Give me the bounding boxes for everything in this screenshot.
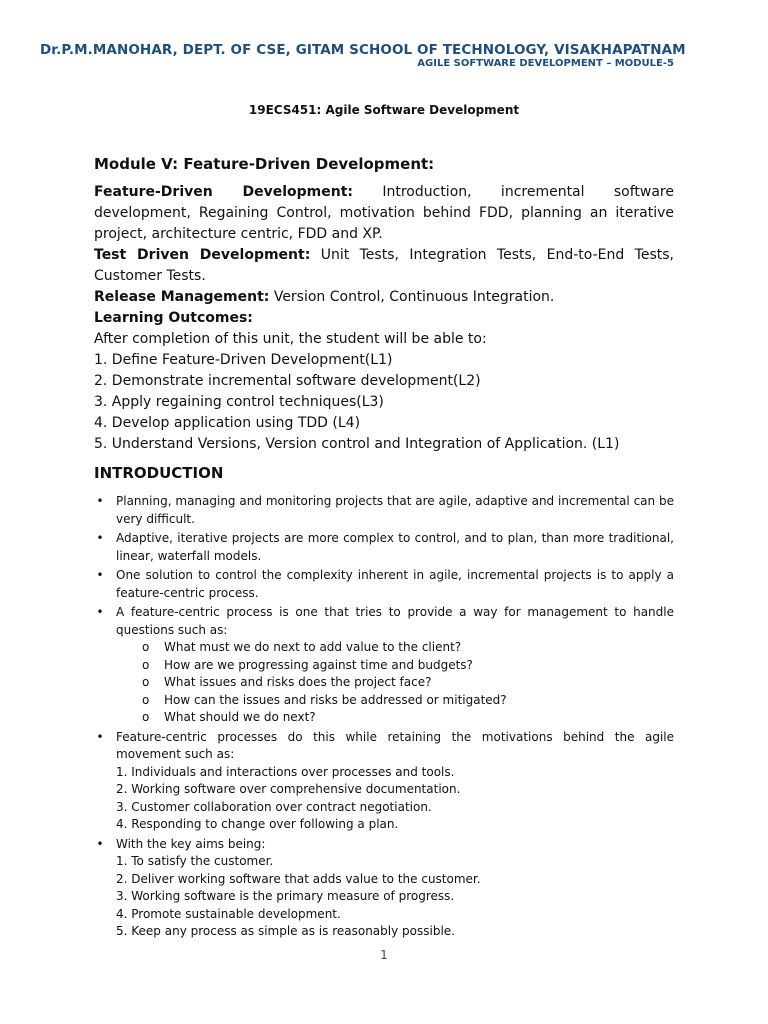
circle-bullet-icon: o (142, 692, 150, 707)
course-title: 19ECS451: Agile Software Development (248, 103, 520, 117)
list-item: • A feature-centric process is one that tries to provide a way for management to handle questions such as: o What must we do next to add value to the client? o How are we progressing against time and budgets? o What issues and risks does the project face? o How can the issues and risks be addressed or mitigated? o What should we do next? (94, 604, 674, 727)
questions-list (116, 639, 674, 727)
aim-item: 4. Promote sustainable development. (116, 906, 341, 921)
sub-list-item: o What must we do next to add value to the client? (116, 639, 674, 657)
introduction-list (94, 493, 674, 941)
outcome-item: 3. Apply regaining control techniques(L3) (94, 394, 384, 410)
aim-item: 1. To satisfy the customer. (116, 854, 274, 868)
syllabus-release (94, 287, 674, 308)
list-item: • Planning, managing and monitoring projects that are agile, adaptive and incremental can be very difficult. (94, 493, 674, 528)
fdd-label: Feature-Driven Development: (94, 184, 354, 200)
rm-text: Version Control, Continuous Integration. (269, 289, 555, 305)
outcome-item: 1. Define Feature-Driven Development(L1) (94, 352, 393, 368)
sub-list-item: o What issues and risks does the project face? (116, 674, 674, 692)
list-item: • Feature-centric processes do this while retaining the motivations behind the agile movement such as: 1. Individuals and interactions over processes and tools. 2. Working software over comprehensive documentation. 3. Customer collaboration over contract negotiation. 4. Responding to change over following a plan. (94, 729, 674, 834)
motivation-item: 1. Individuals and interactions over processes and tools. (116, 764, 455, 779)
circle-bullet-icon: o (142, 675, 150, 689)
list-item: • One solution to control the complexity inherent in agile, incremental projects is to apply a feature-centric process. (94, 567, 674, 602)
page-content (94, 154, 674, 943)
circle-bullet-icon: o (142, 640, 150, 654)
bullet-icon: • (96, 836, 104, 851)
bullet-icon: • (96, 729, 104, 744)
learning-outcomes-heading: Learning Outcomes: (94, 310, 253, 326)
learning-outcomes-intro: After completion of this unit, the student will be able to: (94, 331, 487, 347)
outcome-item: 5. Understand Versions, Version control and Integration of Application. (L1) (94, 436, 620, 452)
syllabus-tdd (94, 245, 674, 287)
outcome-item: 2. Demonstrate incremental software development(L2) (94, 373, 481, 389)
module-heading: Module V: Feature-Driven Development: (94, 155, 435, 173)
circle-bullet-icon: o (142, 657, 150, 672)
introduction-heading: INTRODUCTION (94, 464, 224, 482)
list-item: • With the key aims being: 1. To satisfy the customer. 2. Deliver working software that adds value to the customer. 3. Working software is the primary measure of progress. 4. Promote sustainable development. 5. Keep any process as simple as is reasonably possible. (94, 836, 674, 941)
bullet-icon: • (96, 494, 104, 508)
bullet-icon: • (96, 531, 104, 545)
bullet-icon: • (96, 568, 104, 582)
list-item: • Adaptive, iterative projects are more complex to control, and to plan, than more traditional, linear, waterfall models. (94, 530, 674, 565)
sub-list-item: o How can the issues and risks be addressed or mitigated? (116, 692, 674, 710)
syllabus-fdd (94, 182, 674, 245)
fdd-text: Introduction, incremental software development, Regaining Control, motivation behind FDD, planning an iterative project, architecture centric, FDD and XP. (94, 184, 674, 242)
tdd-label: Test Driven Development: (94, 247, 311, 263)
sub-list-item: o What should we do next? (116, 709, 674, 727)
aim-item: 2. Deliver working software that adds value to the customer. (116, 871, 481, 886)
header-module-line: AGILE SOFTWARE DEVELOPMENT – MODULE-5 (417, 58, 674, 69)
bullet-icon: • (96, 605, 104, 619)
outcome-item: 4. Develop application using TDD (L4) (94, 415, 361, 431)
aim-item: 3. Working software is the primary measure of progress. (116, 889, 455, 903)
motivation-item: 3. Customer collaboration over contract negotiation. (116, 799, 432, 814)
circle-bullet-icon: o (142, 710, 150, 724)
rm-label: Release Management: (94, 289, 270, 305)
motivation-item: 4. Responding to change over following a plan. (116, 817, 399, 831)
motivation-item: 2. Working software over comprehensive documentation. (116, 782, 461, 796)
header-author-line: Dr.P.M.MANOHAR, DEPT. OF CSE, GITAM SCHOOL OF TECHNOLOGY, VISAKHAPATNAM (40, 42, 686, 58)
aim-item: 5. Keep any process as simple as is reasonably possible. (116, 924, 455, 938)
sub-list-item: o How are we progressing against time and budgets? (116, 657, 674, 675)
page-number: 1 (380, 948, 388, 962)
tdd-text: Unit Tests, Integration Tests, End-to-End Tests, Customer Tests. (94, 247, 674, 284)
